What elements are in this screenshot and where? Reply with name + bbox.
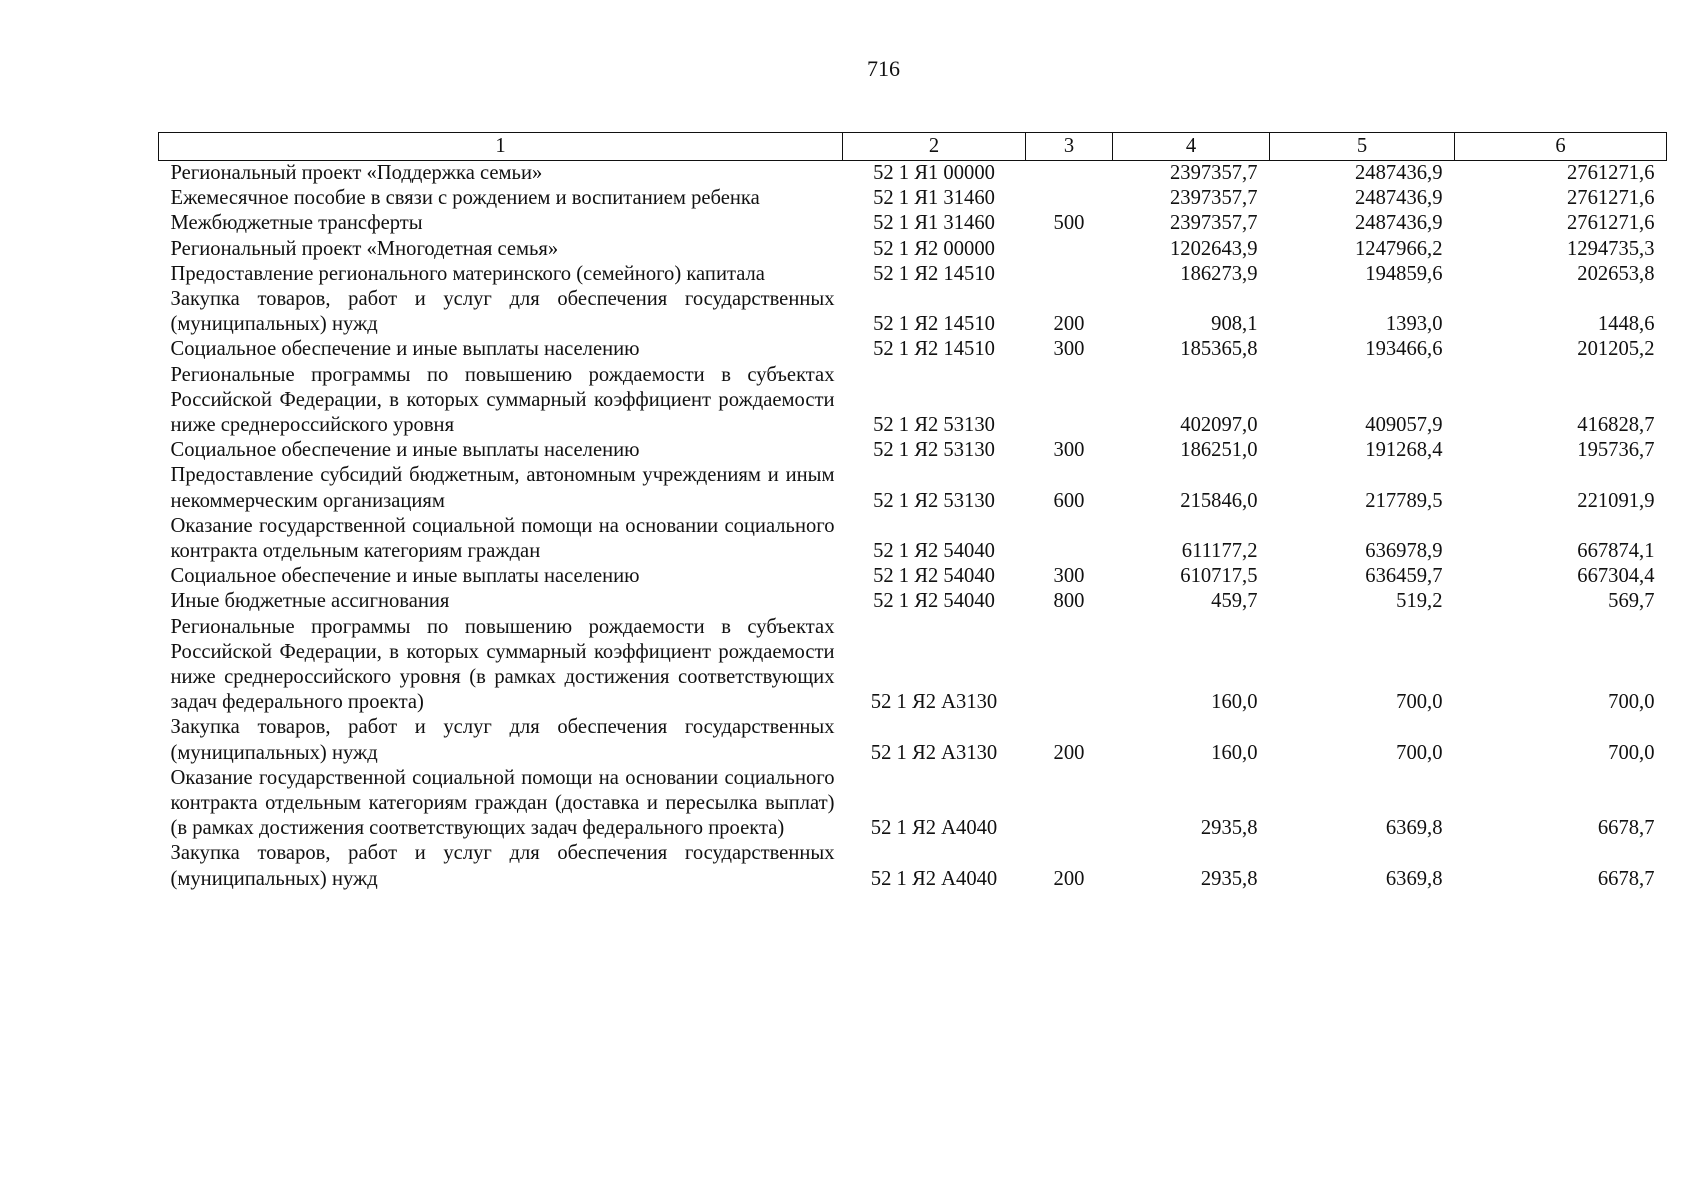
row-value-col6: 195736,7 — [1577, 439, 1655, 462]
row-value-col4: 611177,2 — [1181, 540, 1258, 563]
row-value-col6: 667304,4 — [1577, 565, 1655, 588]
header-col-1: 1 — [159, 133, 843, 161]
row-value-col4: 2397357,7 — [1169, 187, 1258, 210]
table-row — [159, 564, 1667, 589]
row-expense-type — [1026, 262, 1113, 287]
row-value-col6: 202653,8 — [1577, 262, 1655, 285]
row-target-code: 52 1 Я2 53130 — [873, 414, 995, 437]
row-value-col5: 6369,8 — [1385, 817, 1443, 840]
row-value-col6: 2761271,6 — [1566, 212, 1655, 235]
table-row — [159, 363, 1667, 439]
row-value-col5: 191268,4 — [1365, 439, 1443, 462]
row-name: Региональный проект «Поддержка семьи» — [170, 162, 543, 184]
row-value-col4: 2935,8 — [1200, 817, 1258, 840]
table-body — [159, 161, 1667, 892]
row-expense-type — [1026, 615, 1113, 716]
row-value-col5: 217789,5 — [1365, 489, 1443, 512]
row-name: Оказание государственной социальной помощи на основании социального контракта отдельным категориям граждан (доставка и пересылка выплат) (в рамках достижения соответствующих задач федерального проекта) — [170, 766, 835, 840]
header-col-3: 3 — [1026, 133, 1113, 161]
table-row — [159, 766, 1667, 842]
budget-table — [158, 132, 1667, 892]
row-expense-type — [1026, 363, 1113, 439]
table-row — [159, 514, 1667, 564]
row-value-col4: 160,0 — [1211, 741, 1258, 764]
row-value-col5: 519,2 — [1396, 590, 1443, 613]
row-target-code: 52 1 Я2 53130 — [873, 439, 995, 462]
row-target-code: 52 1 Я2 53130 — [873, 489, 995, 512]
table-row — [159, 589, 1667, 614]
row-value-col4: 186273,9 — [1180, 262, 1258, 285]
table-row — [159, 211, 1667, 236]
row-name: Предоставление субсидий бюджетным, автономным учреждениям и иным некоммерческим организациям — [170, 464, 835, 512]
row-value-col5: 2487436,9 — [1354, 212, 1443, 235]
row-value-col5: 193466,6 — [1365, 338, 1443, 361]
row-target-code: 52 1 Я2 14510 — [873, 313, 995, 336]
row-value-col6: 6678,7 — [1597, 867, 1655, 890]
row-expense-type: 500 — [1053, 212, 1085, 235]
table-row — [159, 841, 1667, 891]
header-row — [159, 133, 1667, 161]
row-expense-type: 200 — [1053, 867, 1085, 890]
row-expense-type: 300 — [1053, 565, 1085, 588]
row-name: Социальное обеспечение и иные выплаты населению — [170, 338, 640, 361]
row-expense-type — [1026, 514, 1113, 564]
row-name: Закупка товаров, работ и услуг для обеспечения государственных (муниципальных) нужд — [170, 716, 835, 764]
row-name: Ежемесячное пособие в связи с рождением и воспитанием ребенка — [170, 187, 760, 210]
row-target-code: 52 1 Я1 00000 — [873, 162, 995, 184]
row-target-code: 52 1 Я2 14510 — [873, 262, 995, 285]
row-value-col4: 610717,5 — [1180, 565, 1258, 588]
row-name: Закупка товаров, работ и услуг для обеспечения государственных (муниципальных) нужд — [170, 842, 835, 890]
row-value-col6: 1294735,3 — [1566, 237, 1655, 260]
row-value-col4: 215846,0 — [1180, 489, 1258, 512]
row-expense-type: 300 — [1053, 439, 1085, 462]
table-row — [159, 337, 1667, 362]
row-name: Межбюджетные трансферты — [170, 212, 423, 235]
header-col-4: 4 — [1113, 133, 1270, 161]
table-row — [159, 715, 1667, 765]
row-value-col4: 2397357,7 — [1169, 162, 1258, 184]
table-row — [159, 287, 1667, 337]
row-expense-type — [1026, 186, 1113, 211]
row-value-col5: 636459,7 — [1365, 565, 1443, 588]
row-value-col6: 221091,9 — [1577, 489, 1655, 512]
row-value-col5: 2487436,9 — [1354, 162, 1443, 184]
row-target-code: 52 1 Я2 54040 — [873, 565, 995, 588]
row-name: Региональные программы по повышению рождаемости в субъектах Российской Федерации, в которых суммарный коэффициент рождаемости ниже среднероссийского уровня — [170, 363, 835, 437]
row-target-code: 52 1 Я2 54040 — [873, 540, 995, 563]
row-expense-type: 300 — [1053, 338, 1085, 361]
row-value-col4: 459,7 — [1211, 590, 1258, 613]
header-col-5: 5 — [1270, 133, 1455, 161]
row-value-col4: 908,1 — [1211, 313, 1258, 336]
row-target-code: 52 1 Я2 А4040 — [870, 867, 998, 890]
row-value-col4: 2397357,7 — [1169, 212, 1258, 235]
table-row — [159, 161, 1667, 187]
row-value-col5: 2487436,9 — [1354, 187, 1443, 210]
table-row — [159, 438, 1667, 463]
row-name: Социальное обеспечение и иные выплаты населению — [170, 439, 640, 462]
row-expense-type: 800 — [1053, 590, 1085, 613]
row-value-col4: 1202643,9 — [1169, 237, 1258, 260]
table-row — [159, 262, 1667, 287]
row-target-code: 52 1 Я1 31460 — [873, 212, 995, 235]
table-row — [159, 186, 1667, 211]
table-header — [159, 133, 1667, 161]
table-row — [159, 615, 1667, 716]
row-value-col6: 667874,1 — [1577, 540, 1655, 563]
row-value-col5: 409057,9 — [1365, 414, 1443, 437]
row-value-col6: 416828,7 — [1577, 414, 1655, 437]
row-target-code: 52 1 Я2 А3130 — [870, 741, 998, 764]
row-value-col6: 6678,7 — [1597, 817, 1655, 840]
row-value-col5: 194859,6 — [1365, 262, 1443, 285]
row-expense-type — [1026, 161, 1113, 187]
row-name: Предоставление регионального материнского (семейного) капитала — [170, 262, 765, 285]
row-value-col6: 2761271,6 — [1566, 187, 1655, 210]
row-value-col6: 700,0 — [1608, 741, 1655, 764]
row-expense-type: 600 — [1053, 489, 1085, 512]
header-col-2: 2 — [843, 133, 1026, 161]
row-target-code: 52 1 Я2 А3130 — [870, 691, 998, 714]
row-value-col5: 700,0 — [1396, 691, 1443, 714]
row-value-col6: 201205,2 — [1577, 338, 1655, 361]
row-value-col5: 6369,8 — [1385, 867, 1443, 890]
row-value-col5: 636978,9 — [1365, 540, 1443, 563]
row-value-col4: 186251,0 — [1180, 439, 1258, 462]
page-number: 716 — [867, 56, 900, 81]
row-value-col5: 700,0 — [1396, 741, 1443, 764]
row-value-col4: 402097,0 — [1180, 414, 1258, 437]
row-expense-type — [1026, 766, 1113, 842]
row-value-col6: 1448,6 — [1597, 313, 1655, 336]
row-name: Оказание государственной социальной помощи на основании социального контракта отдельным категориям граждан — [170, 514, 835, 563]
row-value-col4: 2935,8 — [1200, 867, 1258, 890]
row-value-col6: 2761271,6 — [1566, 162, 1655, 184]
row-expense-type — [1026, 237, 1113, 262]
row-value-col6: 569,7 — [1608, 590, 1655, 613]
row-name: Социальное обеспечение и иные выплаты населению — [170, 565, 640, 588]
row-target-code: 52 1 Я2 14510 — [873, 338, 995, 361]
row-expense-type: 200 — [1053, 313, 1085, 336]
row-value-col6: 700,0 — [1608, 691, 1655, 714]
row-target-code: 52 1 Я2 А4040 — [870, 817, 998, 840]
row-value-col5: 1393,0 — [1385, 313, 1443, 336]
header-col-6: 6 — [1455, 133, 1667, 161]
row-expense-type: 200 — [1053, 741, 1085, 764]
row-target-code: 52 1 Я1 31460 — [873, 187, 995, 210]
row-name: Иные бюджетные ассигнования — [170, 590, 450, 613]
row-name: Региональный проект «Многодетная семья» — [170, 237, 559, 260]
table-row — [159, 463, 1667, 513]
row-value-col4: 185365,8 — [1180, 338, 1258, 361]
row-name: Закупка товаров, работ и услуг для обеспечения государственных (муниципальных) нужд — [170, 288, 835, 336]
row-value-col4: 160,0 — [1211, 691, 1258, 714]
table-row — [159, 237, 1667, 262]
row-target-code: 52 1 Я2 00000 — [873, 237, 995, 260]
row-value-col5: 1247966,2 — [1354, 237, 1443, 260]
row-target-code: 52 1 Я2 54040 — [873, 590, 995, 613]
row-name: Региональные программы по повышению рождаемости в субъектах Российской Федерации, в которых суммарный коэффициент рождаемости ниже среднероссийского уровня (в рамках достижения соответствующих задач федерального проекта) — [170, 615, 835, 714]
